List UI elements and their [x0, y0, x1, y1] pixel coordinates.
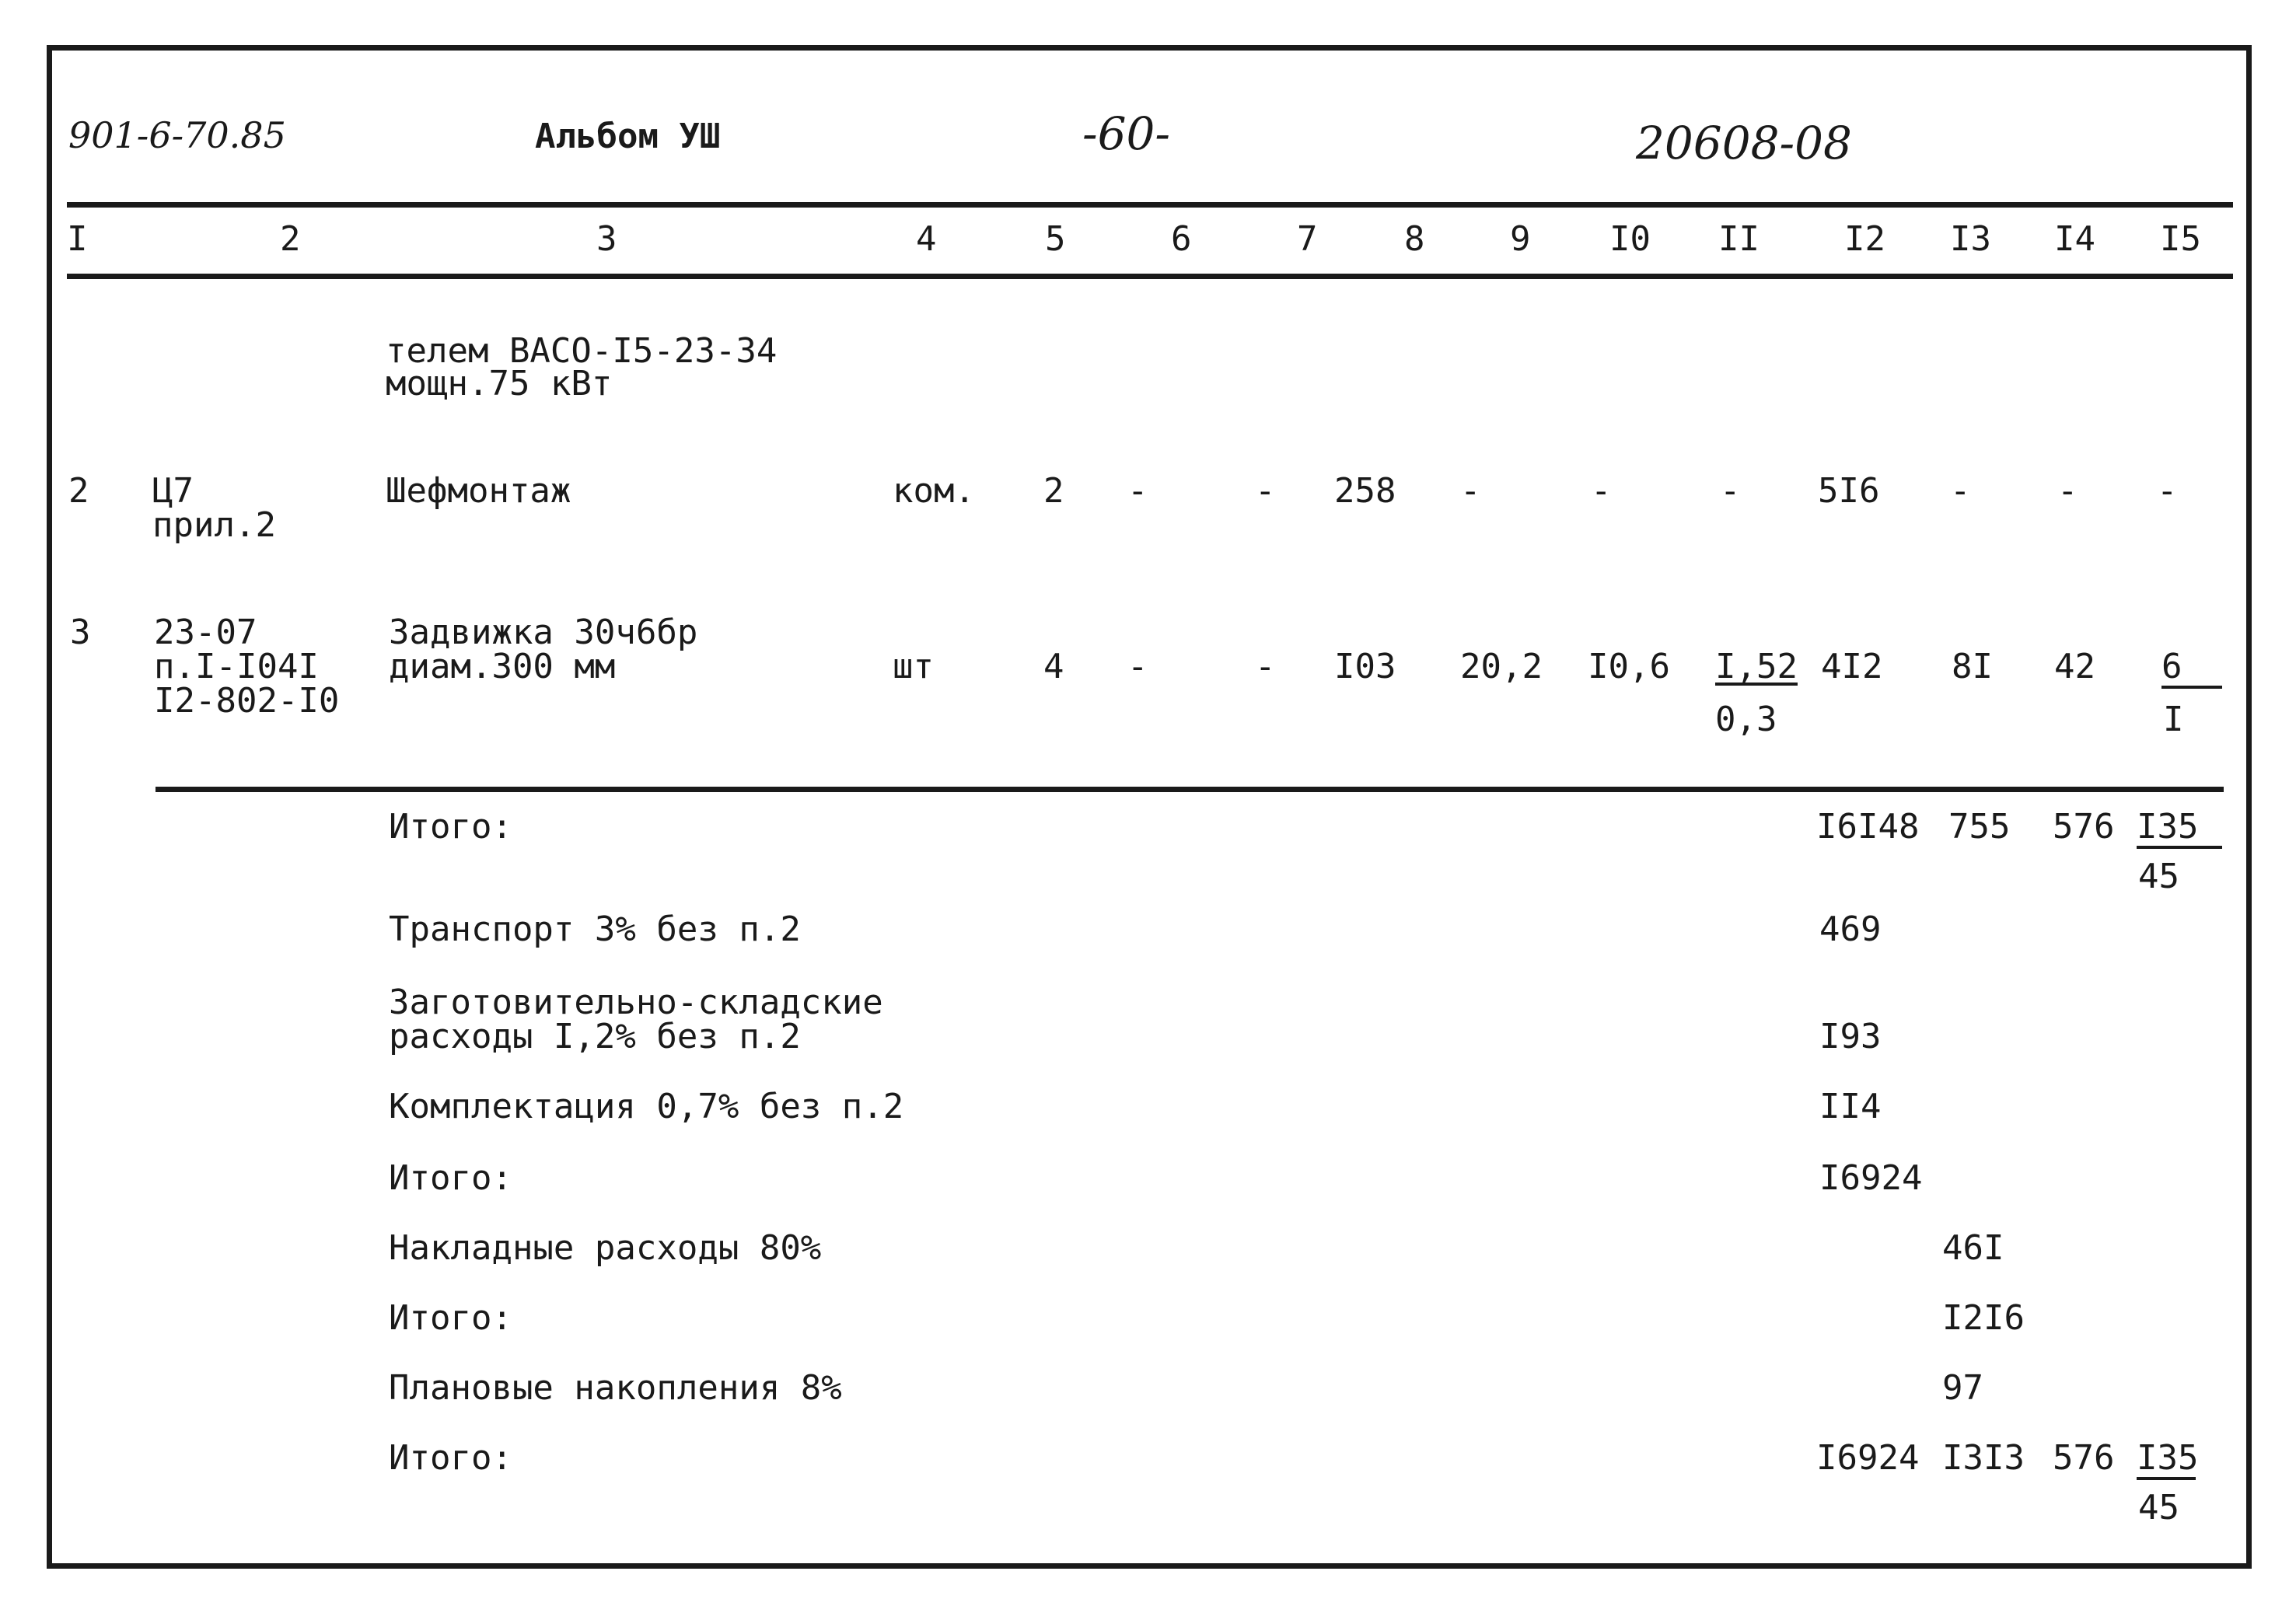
cell-col13: 97	[1942, 1368, 1983, 1408]
summary-label: Транспорт 3% без п.2	[389, 909, 801, 949]
cell-col6: -	[1127, 471, 1148, 511]
cell-col6: -	[1127, 647, 1148, 686]
cell-col11-top: I,52	[1715, 647, 1798, 686]
summary-label: Накладные расходы 80%	[389, 1228, 822, 1268]
item-code: I2-802-I0	[154, 681, 340, 721]
page-number: -60-	[1082, 107, 1170, 160]
cell-col15-top: 6	[2161, 648, 2222, 689]
summary-label: Итого:	[389, 1438, 512, 1478]
doc-code: 901-6-70.85	[68, 114, 286, 156]
cell-col12: 469	[1819, 909, 1882, 949]
col-header: I0	[1609, 219, 1651, 259]
item-description: мощн.75 кВт	[386, 364, 613, 403]
cell-col15-bottom: 45	[2138, 857, 2179, 896]
cell-col12: I6924	[1816, 1438, 1920, 1478]
col-header: 6	[1171, 219, 1192, 259]
summary-label: Итого:	[389, 1158, 512, 1198]
item-code: 23-07	[154, 613, 257, 652]
cell-col7: -	[1255, 647, 1276, 686]
cell-col13: 755	[1948, 807, 2011, 847]
col-header: 8	[1404, 219, 1425, 259]
cell-col14: 576	[2053, 807, 2115, 847]
summary-label: Комплектация 0,7% без п.2	[389, 1087, 904, 1126]
cell-col10: I0,6	[1588, 647, 1670, 686]
col-header: I4	[2054, 219, 2095, 259]
quantity-cell: 4	[1043, 647, 1064, 686]
cell-col12: I6I48	[1816, 807, 1920, 847]
cell-col15: -	[2157, 471, 2178, 511]
cell-col13: -	[1950, 471, 1971, 511]
header-rule-bottom	[67, 274, 2233, 279]
col-header: II	[1718, 219, 1760, 259]
col-header: I2	[1844, 219, 1885, 259]
cell-col15-bottom: I	[2163, 700, 2184, 739]
cell-col13: 46I	[1942, 1228, 2004, 1268]
cell-col12: 4I2	[1821, 647, 1883, 686]
item-code: прил.2	[152, 505, 276, 545]
cell-col14: 576	[2053, 1438, 2115, 1478]
col-header: I5	[2160, 219, 2201, 259]
cell-col13: I3I3	[1942, 1438, 2025, 1478]
cell-col12: 5I6	[1818, 471, 1880, 511]
cell-col9: -	[1460, 471, 1481, 511]
item-description: телем ВАСО-I5-23-34	[386, 331, 778, 371]
unit-cell: ком.	[893, 471, 975, 511]
cell-col13: 8I	[1952, 647, 1993, 686]
col-header: I3	[1950, 219, 1991, 259]
album-label: Альбом УШ	[535, 117, 721, 156]
header-rule-top	[67, 202, 2233, 208]
row-number: 3	[70, 613, 91, 652]
item-description: диам.300 мм	[389, 647, 616, 686]
summary-label: Итого:	[389, 807, 512, 847]
col-header: 9	[1510, 219, 1531, 259]
summary-label: Плановые накопления 8%	[389, 1368, 842, 1408]
cell-col11-bottom: 0,3	[1715, 700, 1777, 739]
col-header: 3	[596, 219, 617, 259]
cell-col15-top: I35	[2137, 808, 2222, 849]
summary-rule	[156, 787, 2224, 792]
sheet-code: 20608-08	[1636, 117, 1852, 169]
unit-cell: шт	[893, 647, 934, 686]
cell-col8: I03	[1334, 647, 1396, 686]
col-header: 4	[916, 219, 937, 259]
cell-col15-top: I35	[2137, 1440, 2196, 1480]
quantity-cell: 2	[1043, 471, 1064, 511]
cell-col12: II4	[1819, 1087, 1882, 1126]
cell-col12: I93	[1819, 1017, 1882, 1056]
cell-col14: -	[2057, 471, 2078, 511]
cell-col9: 20,2	[1460, 647, 1543, 686]
cell-col10: -	[1591, 471, 1612, 511]
cell-col13: I2I6	[1942, 1298, 2025, 1338]
cell-col7: -	[1255, 471, 1276, 511]
col-header: 2	[280, 219, 301, 259]
summary-label: расходы I,2% без п.2	[389, 1017, 801, 1056]
col-header: I	[67, 219, 88, 259]
cell-col11: -	[1720, 471, 1741, 511]
summary-label: Заготовительно-складские	[389, 983, 883, 1022]
item-code: Ц7	[152, 471, 194, 511]
col-header: 5	[1045, 219, 1066, 259]
cell-col15-bottom: 45	[2138, 1488, 2179, 1527]
item-code: п.I-I04I	[154, 647, 319, 686]
item-description: Задвижка 30ч6бр	[389, 613, 698, 652]
item-description: Шефмонтаж	[386, 471, 571, 511]
col-header: 7	[1297, 219, 1318, 259]
cell-col8: 258	[1334, 471, 1396, 511]
cell-col14: 42	[2054, 647, 2095, 686]
cell-col12: I6924	[1819, 1158, 1923, 1198]
row-number: 2	[68, 471, 89, 511]
summary-label: Итого:	[389, 1298, 512, 1338]
